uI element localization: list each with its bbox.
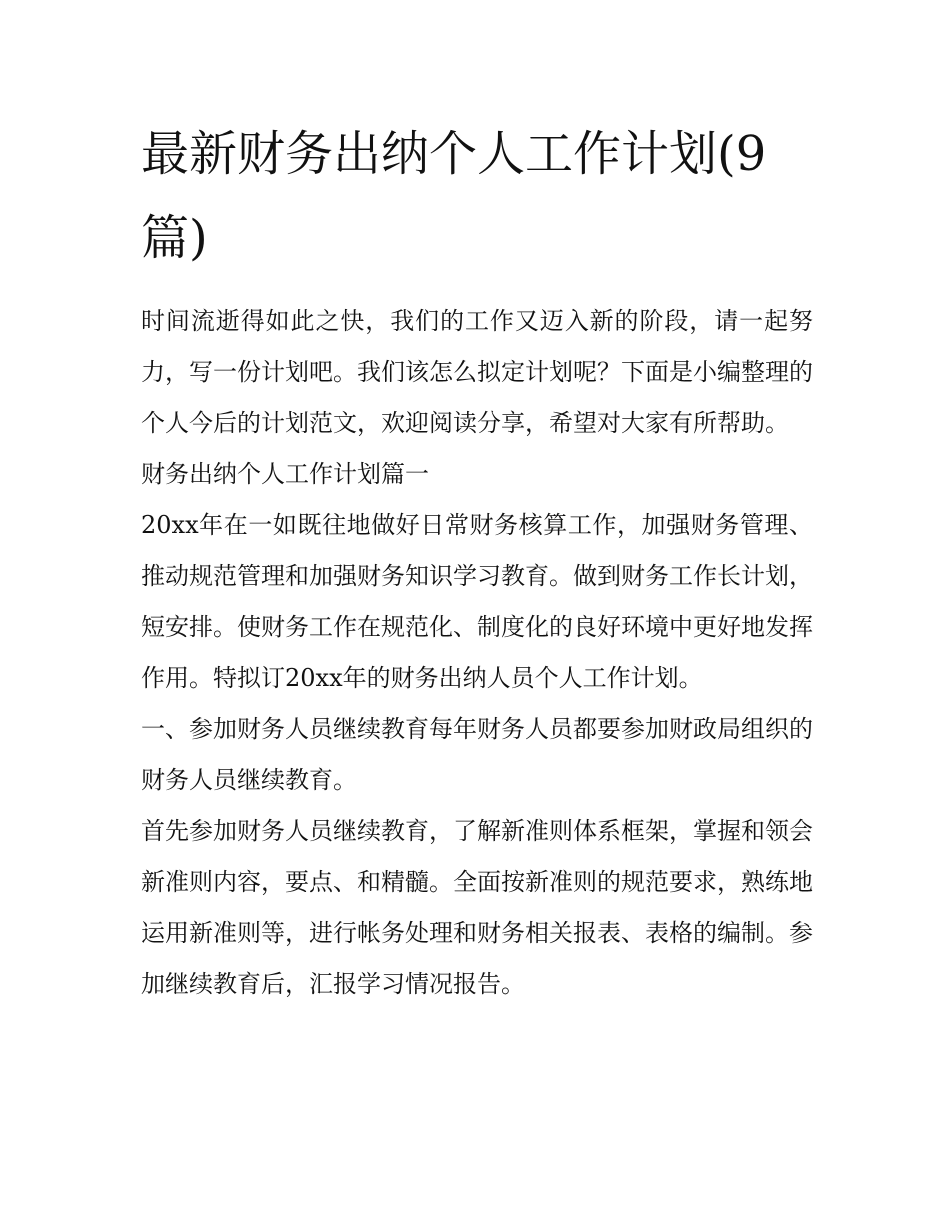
document-title: 最新财务出纳个人工作计划(9篇) [141, 126, 767, 266]
plan-overview-paragraph: 20xx年在一如既往地做好日常财务核算工作，加强财务管理、推动规范管理和加强财务知识学习教育。做到财务工作长计划，短安排。使财务工作在规范化、制度化的良好环境中更好地发挥作用。特拟订20xx年的财务出纳人员个人工作计划。 [141, 511, 813, 692]
intro-paragraph: 时间流逝得如此之快，我们的工作又迈入新的阶段，请一起努力，写一份计划吧。我们该怎么拟定计划呢？下面是小编整理的个人今后的计划范文，欢迎阅读分享，希望对大家有所帮助。 [141, 307, 813, 437]
title-spacer [141, 280, 813, 296]
document-body [141, 112, 813, 1010]
continuing-education-paragraph: 首先参加财务人员继续教育，了解新准则体系框架，掌握和领会新准则内容，要点、和精髓。全面按新准则的规范要求，熟练地运用新准则等，进行帐务处理和财务相关报表、表格的编制。参加继续教育后，汇报学习情况报告。 [141, 817, 813, 998]
section-heading-part-one: 财务出纳个人工作计划篇一 [141, 460, 429, 488]
item-one-paragraph: 一、参加财务人员继续教育每年财务人员都要参加财政局组织的财务人员继续教育。 [141, 715, 813, 794]
